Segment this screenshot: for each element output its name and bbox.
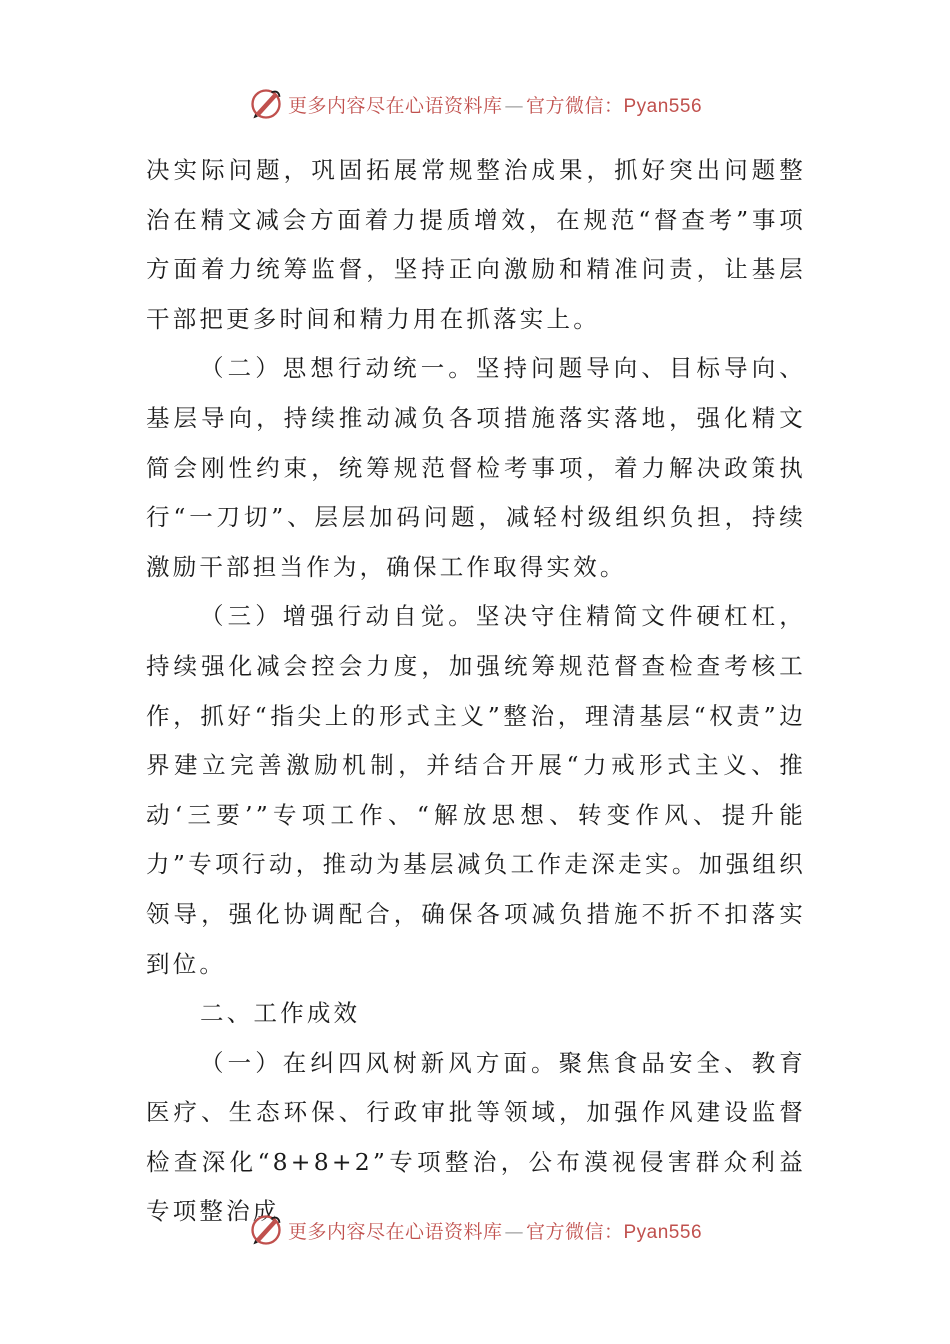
paragraph: （二）思想行动统一。坚持问题导向、目标导向、基层导向，持续推动减负各项措施落实落地，强化精文简会刚性约束，统筹规范督检考事项，着力解决政策执行“一刀切”、层层加码问题，减轻村级组织负担，持续激励干部担当作为，确保工作取得实效。 xyxy=(146,354,806,581)
watermark-text xyxy=(288,91,702,118)
paragraph: （一）在纠四风树新风方面。聚焦食品安全、教育医疗、生态环保、行政审批等领域，加强作风建设监督检查深化“8+8+2”专项整治，公布漠视侵害群众利益专项整治成 xyxy=(146,1048,806,1226)
pen-logo-icon xyxy=(248,1212,284,1248)
watermark-site: 更多内容尽在心语资料库 xyxy=(287,1220,503,1243)
paragraph: 决实际问题，巩固拓展常规整治成果，抓好突出问题整治在精文减会方面着力提质增效，在规范“督查考”事项方面着力统筹监督，坚持正向激励和精准问责，让基层干部把更多时间和精力用在抓落实上。 xyxy=(146,156,806,333)
watermark-site: 更多内容尽在心语资料库 xyxy=(287,94,503,117)
watermark-header xyxy=(0,82,950,126)
paragraph: （三）增强行动自觉。坚决守住精简文件硬杠杠，持续强化减会控会力度，加强统筹规范督查检查考核工作，抓好“指尖上的形式主义”整治，理清基层“权责”边界建立完善激励机制，并结合开展“力戒形式主义、推动‘三要’”专项工作、“解放思想、转变作风、提升能力”专项行动，推动为基层减负工作走深走实。加强组织领导，强化协调配合，确保各项减负措施不折不扣落实到位。 xyxy=(146,602,806,978)
watermark-id: Pyan556 xyxy=(623,1221,703,1243)
document-body xyxy=(146,146,806,1237)
watermark-label: 官方微信： xyxy=(525,1220,624,1243)
section-heading: 二、工作成效 xyxy=(200,999,361,1028)
watermark-footer xyxy=(0,1208,950,1252)
watermark-label: 官方微信： xyxy=(525,94,624,117)
watermark-separator: — xyxy=(504,94,524,117)
pen-logo-icon xyxy=(248,86,284,122)
watermark-text xyxy=(288,1217,702,1244)
watermark-separator: — xyxy=(504,1220,524,1243)
watermark-id: Pyan556 xyxy=(623,95,703,117)
